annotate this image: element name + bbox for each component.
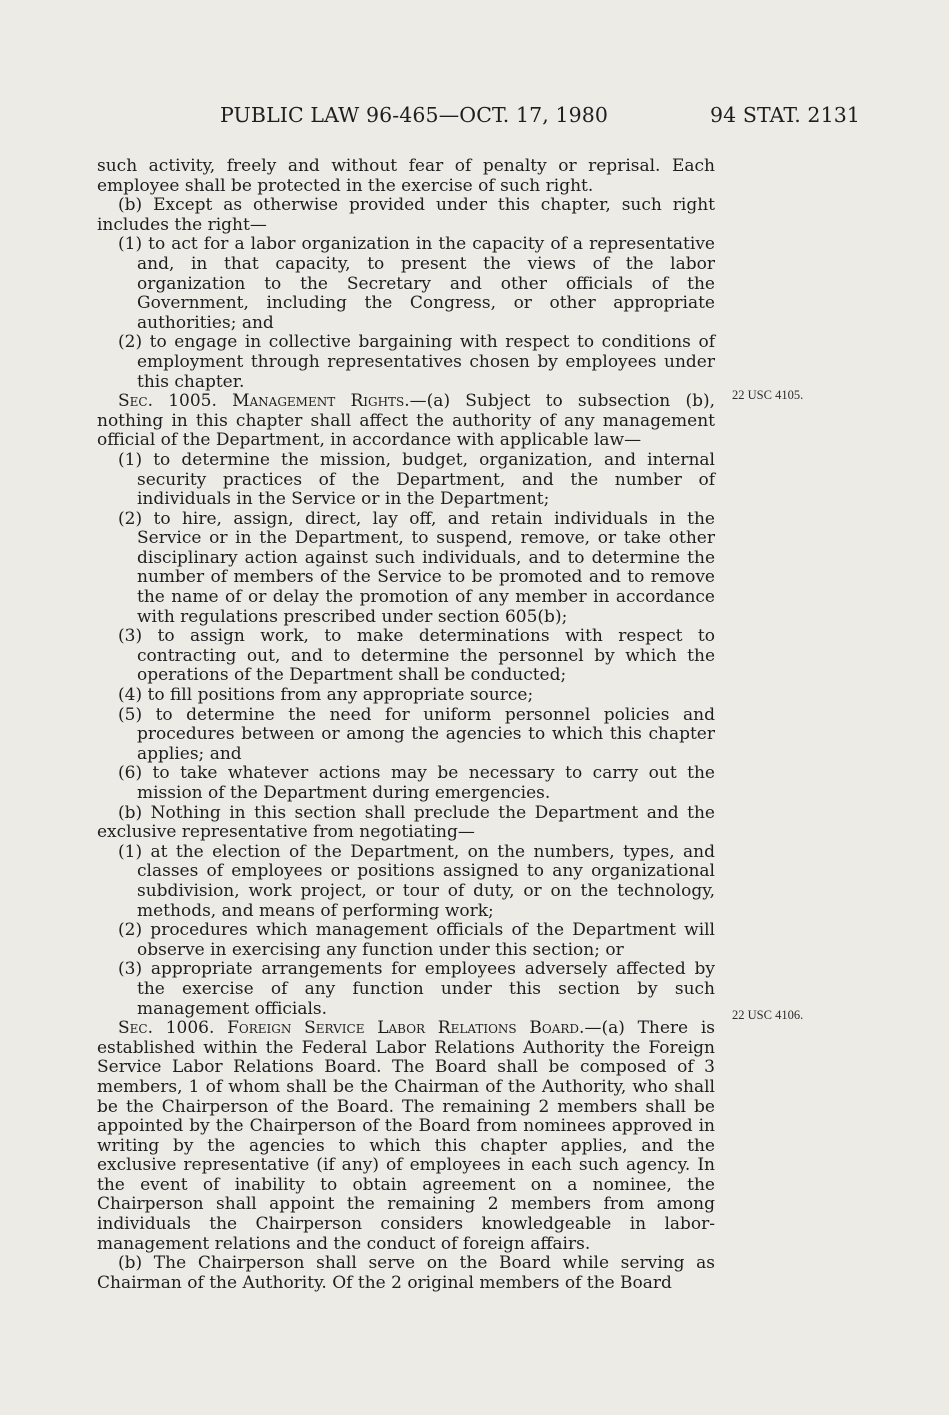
section-text: —(a) Subject to subsection (b), nothing in this chapter shall affect the authority of any management official of the Department, in accordance with applicable law— (97, 391, 716, 451)
list-item: (4) to fill positions from any appropriate source; (118, 685, 534, 706)
list-item: (2) procedures which management officials of the Department will observe in exercising any function under this section; or (118, 920, 715, 960)
section-title: Management Rights. (232, 391, 410, 412)
paragraph: (b) The Chairperson shall serve on the Board while serving as Chairman of the Authority. Of the 2 original members of the Board (97, 1253, 715, 1293)
section-label: Sec. 1006. (118, 1018, 215, 1039)
section-title: Foreign Service Labor Relations Board. (227, 1018, 585, 1039)
section-1005 (97, 392, 715, 451)
list-item: (2) to hire, assign, direct, lay off, and retain individuals in the Service or in the Department, to suspend, remove, or take other disciplinary action against such individuals, and to determine the number of members of the Service to be promoted and to remove the name of or delay the promotion of any member in accordance with regulations prescribed under section 605(b); (118, 508, 715, 627)
section-label: Sec. 1005. (118, 391, 217, 412)
running-header (220, 103, 860, 133)
list-item: (1) at the election of the Department, on the numbers, types, and classes of employees or positions assigned to any organizational subdivision, work project, or tour of duty, or on the technology, methods, and means of performing work; (118, 841, 715, 921)
list-item: (1) to determine the mission, budget, organization, and internal security practices of the Department, and the number of individuals in the Service or in the Department; (118, 449, 715, 510)
list-item: (2) to engage in collective bargaining with respect to conditions of employment through representatives chosen by employees under this chapter. (118, 332, 715, 392)
list-item: (6) to take whatever actions may be necessary to carry out the mission of the Department during emergencies. (118, 763, 715, 803)
list-item: (3) appropriate arrangements for employees adversely affected by the exercise of any function under this section by such management officials. (118, 959, 715, 1019)
list-item: (1) to act for a labor organization in the capacity of a representative and, in that capacity, to present the views of the labor organization to the Secretary and other officials of the Government, including the Congress, or other appropriate authorities; and (118, 234, 715, 333)
body-text (97, 157, 715, 1293)
list-item: (5) to determine the need for uniform personnel policies and procedures between or among the agencies to which this chapter applies; and (118, 704, 715, 764)
public-law-title: PUBLIC LAW 96-465—OCT. 17, 1980 (220, 103, 609, 127)
statute-citation: 94 STAT. 2131 (709, 103, 860, 127)
paragraph: (b) Except as otherwise provided under this chapter, such right includes the right— (97, 195, 715, 235)
section-1006 (97, 1019, 715, 1254)
paragraph: such activity, freely and without fear of penalty or reprisal. Each employee shall be protected in the exercise of such right. (97, 156, 715, 196)
section-text: —(a) There is established within the Federal Labor Relations Authority the Foreign Service Labor Relations Board. The Board shall be composed of 3 members, 1 of whom shall be the Chairman of the Authority, who shall be the Chairperson of the Board. The remaining 2 members shall be appointed by the Chairperson of the Board from nominees approved in writing by the agencies to which this chapter applies, and the exclusive representative (if any) of employees in each such agency. In the event of inability to obtain agreement on a nominee, the Chairperson shall appoint the remaining 2 members from among individuals the Chairperson considers knowledgeable in labor-management relations and the conduct of foreign affairs. (97, 1018, 715, 1254)
list-item: (3) to assign work, to make determinations with respect to contracting out, and to determine the personnel by which the operations of the Department shall be conducted; (118, 626, 715, 686)
margin-note: 22 USC 4106. (732, 1008, 804, 1022)
paragraph: (b) Nothing in this section shall preclude the Department and the exclusive representative from negotiating— (97, 802, 715, 843)
margin-note: 22 USC 4105. (732, 388, 804, 402)
